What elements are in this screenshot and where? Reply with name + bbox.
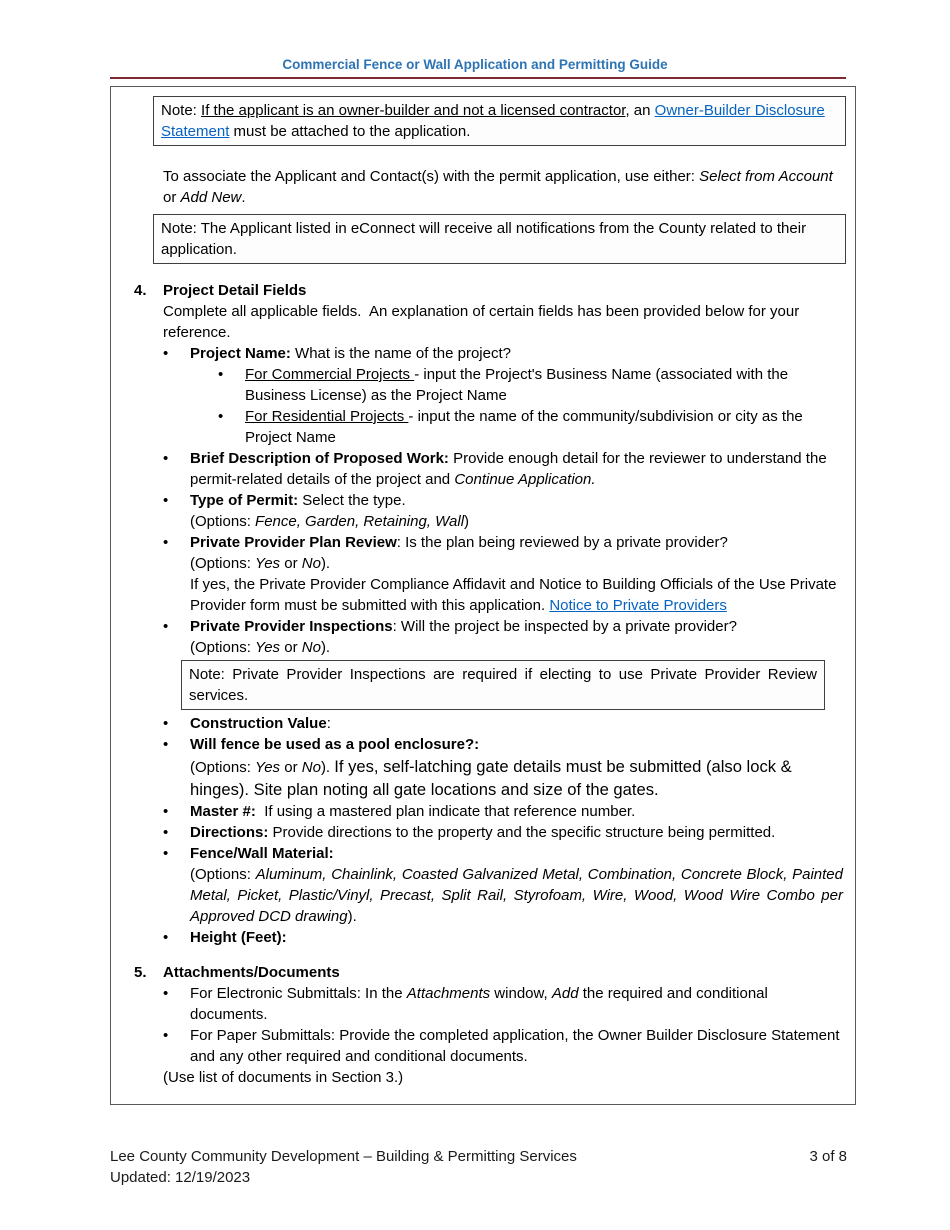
notice-private-providers-link[interactable]: Notice to Private Providers bbox=[549, 597, 727, 614]
text-segment: Provide directions to the property and the specific structure being permitted. bbox=[268, 824, 776, 842]
text-segment: , an bbox=[625, 102, 655, 119]
section-5-body bbox=[163, 983, 843, 1088]
underlined-text: For Residential Projects bbox=[245, 408, 409, 425]
bullet-text bbox=[190, 801, 843, 822]
field-label: Fence/Wall Material: bbox=[190, 845, 334, 863]
options-line bbox=[190, 637, 843, 658]
text-segment: For Electronic Submittals: In the bbox=[190, 985, 407, 1003]
underlined-text: If the applicant is an owner-builder and not a licensed contractor bbox=[201, 102, 626, 119]
italic-text: Attachments bbox=[406, 985, 491, 1003]
section-number: 4. bbox=[134, 282, 147, 299]
section-4 bbox=[111, 280, 855, 948]
text-segment: (Options: bbox=[190, 639, 256, 656]
text-segment: - input the name of the community/subdivision or city as the Project Name bbox=[245, 408, 803, 446]
bullet-marker: • bbox=[163, 845, 169, 863]
footer-org-line: Lee County Community Development – Building & Permitting Services bbox=[110, 1148, 577, 1165]
field-label: Brief Description of Proposed Work: bbox=[190, 450, 449, 467]
bullet-line bbox=[190, 616, 843, 637]
bullet-line bbox=[190, 734, 843, 755]
document-header-title: Commercial Fence or Wall Application and Permitting Guide bbox=[282, 57, 668, 72]
bullet-text bbox=[190, 983, 843, 1025]
bullet-line bbox=[190, 490, 843, 511]
text-segment: window, bbox=[490, 985, 552, 1003]
italic-text: Select from Account bbox=[699, 168, 833, 185]
page-footer bbox=[110, 1146, 847, 1188]
bullet-text bbox=[190, 343, 843, 364]
bullet-text bbox=[190, 713, 843, 734]
bullet-text bbox=[190, 448, 843, 490]
text-segment: (Options: bbox=[190, 555, 256, 572]
text-segment: - input the Project's Business Name (associated with the Business License) as the Project Name bbox=[245, 366, 789, 404]
bullet-project-name bbox=[163, 343, 843, 364]
text-segment: If using a mastered plan indicate that reference number. bbox=[255, 803, 636, 821]
field-label: Master #: bbox=[190, 803, 256, 821]
section-4-intro: Complete all applicable fields. An explanation of certain fields has been provided below for your reference. bbox=[163, 303, 800, 341]
bullet-line bbox=[190, 843, 843, 864]
bullet-paper-submittals bbox=[163, 1025, 843, 1067]
text-segment: : Is the plan being reviewed by a private provider? bbox=[396, 534, 728, 551]
section-number: 5. bbox=[134, 964, 147, 982]
italic-text: Yes bbox=[255, 639, 281, 656]
text-segment: Note: bbox=[161, 102, 202, 119]
header-rule bbox=[110, 77, 846, 79]
section-5-heading bbox=[134, 962, 855, 983]
bullet-marker: • bbox=[163, 803, 169, 821]
bullet-fence-wall-material bbox=[163, 843, 843, 927]
text-segment: (Options: bbox=[190, 513, 256, 530]
bullet-marker: • bbox=[163, 985, 169, 1003]
text-segment: ). bbox=[320, 639, 331, 656]
italic-text: No bbox=[301, 555, 321, 572]
italic-text: Add New bbox=[180, 189, 242, 206]
text-segment: If yes, the Private Provider Compliance Affidavit and Notice to Building Officials of the Use Private Provider form must be submitted with this application. bbox=[190, 576, 837, 614]
section-4-body bbox=[163, 301, 843, 948]
text-segment: (Options: bbox=[190, 866, 256, 884]
bullet-directions bbox=[163, 822, 843, 843]
bullet-brief-description bbox=[163, 448, 843, 490]
bullet-marker: • bbox=[163, 824, 169, 842]
text-segment: the required and conditional documents. bbox=[190, 985, 768, 1024]
intro-paragraph bbox=[163, 166, 841, 208]
note-private-provider-inspections: Note: Private Provider Inspections are required if electing to use Private Provider Review services. bbox=[181, 660, 825, 710]
field-label: Private Provider Inspections bbox=[190, 618, 393, 635]
options-line bbox=[190, 511, 843, 532]
text-segment: or bbox=[280, 639, 302, 656]
section-title: Project Detail Fields bbox=[163, 282, 307, 299]
bullet-marker: • bbox=[163, 929, 169, 947]
bullet-text bbox=[190, 843, 843, 927]
italic-text: Yes bbox=[255, 555, 281, 572]
text-segment: ) bbox=[464, 513, 470, 530]
bullet-marker: • bbox=[163, 715, 169, 732]
emphasized-text: If yes, self-latching gate details must be submitted (also lock & hinges). Site plan noting all gate locations and size of the gates. bbox=[190, 757, 792, 800]
bullet-text bbox=[190, 532, 843, 616]
text-segment: What is the name of the project? bbox=[290, 345, 511, 362]
text-segment: or bbox=[163, 189, 181, 206]
underlined-text: For Commercial Projects bbox=[245, 366, 415, 383]
text-segment: Select the type. bbox=[298, 492, 406, 509]
section-5 bbox=[111, 962, 855, 1088]
bullet-construction-value bbox=[163, 713, 843, 734]
italic-text: No bbox=[301, 639, 321, 656]
bullet-marker: • bbox=[218, 408, 224, 425]
text-segment: . bbox=[241, 189, 246, 206]
owner-builder-disclosure-link[interactable]: Owner-Builder Disclosure Statement bbox=[161, 102, 825, 140]
text-segment: Provide enough detail for the reviewer to understand the permit-related details of the project and bbox=[190, 450, 827, 488]
note-econnect: Note: The Applicant listed in eConnect will receive all notifications from the County related to their application. bbox=[153, 214, 846, 264]
options-line bbox=[190, 553, 843, 574]
italic-text: Continue Application. bbox=[454, 471, 596, 488]
italic-text: No bbox=[301, 759, 321, 776]
bullet-marker: • bbox=[163, 618, 169, 635]
text-segment: must be attached to the application. bbox=[229, 123, 471, 140]
bullet-text bbox=[190, 927, 843, 948]
field-label: Project Name: bbox=[190, 345, 291, 362]
text-segment: (Options: bbox=[190, 759, 256, 776]
field-label: Private Provider Plan Review bbox=[190, 534, 397, 551]
bullet-marker: • bbox=[163, 345, 169, 362]
bullet-marker: • bbox=[163, 492, 169, 509]
options-line bbox=[190, 755, 843, 801]
text-segment: ). bbox=[347, 908, 357, 926]
bullet-text bbox=[190, 734, 843, 801]
content-border-box bbox=[110, 86, 856, 1105]
field-label: Type of Permit: bbox=[190, 492, 299, 509]
footer-left bbox=[110, 1146, 577, 1188]
text-segment: : bbox=[326, 715, 331, 732]
bullet-marker: • bbox=[163, 450, 169, 467]
bullet-text bbox=[190, 616, 843, 658]
use-list-note: (Use list of documents in Section 3.) bbox=[163, 1069, 404, 1087]
bullet-commercial-projects bbox=[218, 364, 843, 406]
field-label: Directions: bbox=[190, 824, 269, 842]
bullet-line bbox=[190, 532, 843, 553]
bullet-text bbox=[190, 822, 843, 843]
text-segment: : Will the project be inspected by a private provider? bbox=[392, 618, 737, 635]
text-segment: For Paper Submittals: Provide the completed application, the Owner Builder Disclosure Statement and any other required and conditional documents. bbox=[190, 1027, 840, 1066]
footer-page-number: 3 of 8 bbox=[809, 1148, 847, 1165]
note-owner-builder bbox=[153, 96, 846, 146]
text-segment: ). bbox=[320, 555, 331, 572]
bullet-private-provider-plan-review bbox=[163, 532, 843, 616]
text-segment: or bbox=[280, 555, 302, 572]
bullet-text bbox=[245, 364, 843, 406]
bullet-private-provider-inspections bbox=[163, 616, 843, 658]
bullet-text bbox=[190, 1025, 843, 1067]
bullet-type-of-permit bbox=[163, 490, 843, 532]
italic-text: Aluminum, Chainlink, Coasted Galvanized Metal, Combination, Concrete Block, Painted Metal, Picket, Plastic/Vinyl, Precast, Split Rail, Styrofoam, Wire, Wood, Wood Wire Combo per Approved DCD drawing bbox=[190, 866, 843, 926]
bullet-electronic-submittals bbox=[163, 983, 843, 1025]
bullet-marker: • bbox=[163, 736, 169, 753]
bullet-marker: • bbox=[218, 366, 224, 383]
footer-updated-line: Updated: 12/19/2023 bbox=[110, 1169, 251, 1186]
text-segment: ). bbox=[320, 759, 335, 776]
field-label: Construction Value bbox=[190, 715, 327, 732]
field-label: Height (Feet): bbox=[190, 929, 287, 947]
text-segment: To associate the Applicant and Contact(s) with the permit application, use either: bbox=[163, 168, 700, 185]
italic-text: Add bbox=[551, 985, 579, 1003]
bullet-residential-projects bbox=[218, 406, 843, 448]
italic-text: Yes bbox=[255, 759, 281, 776]
bullet-text bbox=[245, 406, 843, 448]
options-line bbox=[190, 864, 843, 927]
italic-text: Fence, Garden, Retaining, Wall bbox=[255, 513, 465, 530]
bullet-pool-enclosure bbox=[163, 734, 843, 801]
bullet-marker: • bbox=[163, 1027, 169, 1045]
section-4-heading bbox=[134, 280, 855, 301]
field-label: Will fence be used as a pool enclosure?: bbox=[190, 736, 480, 753]
bullet-marker: • bbox=[163, 534, 169, 551]
bullet-height-feet bbox=[163, 927, 843, 948]
bullet-master-number bbox=[163, 801, 843, 822]
section-title: Attachments/Documents bbox=[163, 964, 340, 982]
bullet-line bbox=[190, 574, 843, 616]
bullet-text bbox=[190, 490, 843, 532]
text-segment: or bbox=[280, 759, 302, 776]
